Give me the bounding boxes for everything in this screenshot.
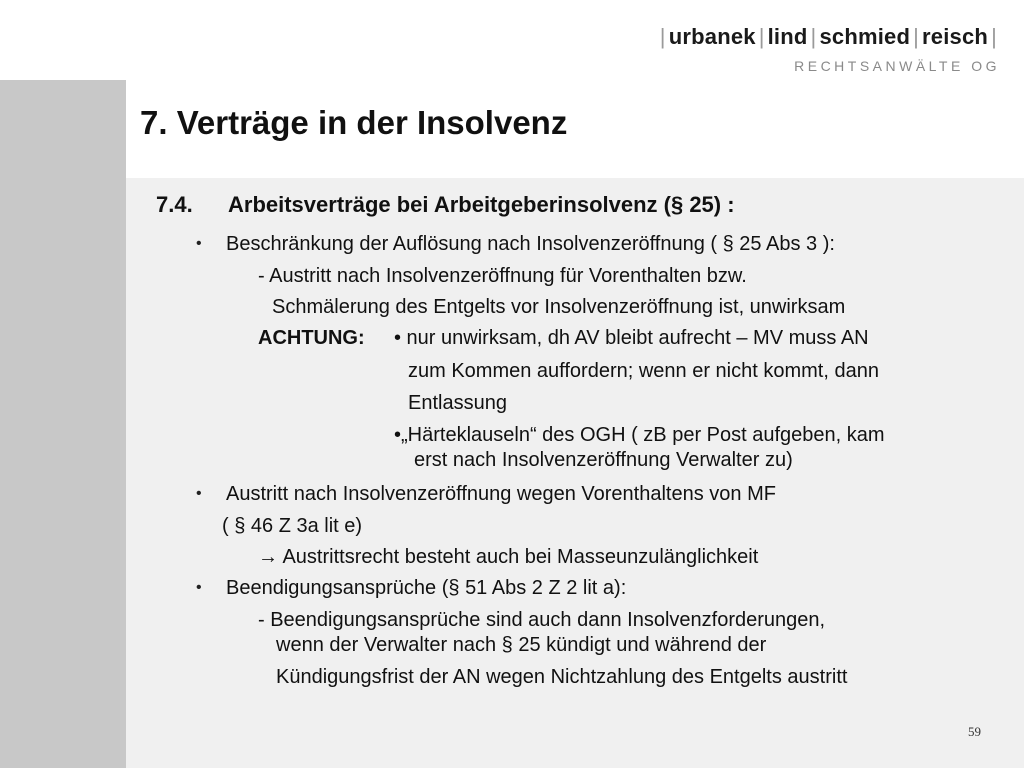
left-sidebar-bar <box>0 80 126 768</box>
bullet-3-line-2: wenn der Verwalter nach § 25 kündigt und während der <box>276 634 767 656</box>
slide-title: 7. Verträge in der Insolvenz <box>140 104 568 141</box>
haerteklausel-line-2: erst nach Insolvenzeröffnung Verwalter zu) <box>414 449 793 471</box>
logo-separator: | <box>758 24 765 49</box>
achtung-line-1: • nur unwirksam, dh AV bleibt aufrecht – MV muss AN <box>394 327 869 349</box>
bullet-3-text: Beendigungsansprüche (§ 51 Abs 2 Z 2 lit a): <box>226 577 627 599</box>
haerteklausel-line-1: •„Härteklauseln“ des OGH ( zB per Post aufgeben, kam <box>394 424 885 446</box>
section-subheading <box>156 192 735 218</box>
bullet-3-line-1: - Beendigungsansprüche sind auch dann Insolvenzforderungen, <box>258 609 826 631</box>
logo-separator: | <box>913 24 920 49</box>
logo-name-urbanek: urbanek <box>668 24 756 49</box>
bullet-marker: • <box>196 235 202 252</box>
bullet-marker: • <box>196 579 202 596</box>
section-number: 7.4. <box>156 192 193 217</box>
bullet-2-text: Austritt nach Insolvenzeröffnung wegen Vorenthaltens von MF <box>226 483 776 505</box>
logo-separator: | <box>659 24 666 49</box>
logo-name-lind: lind <box>767 24 808 49</box>
page-number: 59 <box>968 724 981 739</box>
bullet-1-line-2: Schmälerung des Entgelts vor Insolvenzeröffnung ist, unwirksam <box>272 296 846 318</box>
section-heading-text: Arbeitsverträge bei Arbeitgeberinsolvenz (§ 25) : <box>228 192 735 217</box>
achtung-line-3: Entlassung <box>408 392 507 414</box>
bullet-2-line-1: ( § 46 Z 3a lit e) <box>222 515 363 537</box>
logo-name-reisch: reisch <box>922 24 989 49</box>
achtung-label: ACHTUNG: <box>258 327 365 349</box>
bullet-2-line-2: → Austrittsrecht besteht auch bei Masseunzulänglichkeit <box>258 546 759 568</box>
firm-logo <box>657 24 1000 74</box>
logo-separator: | <box>810 24 817 49</box>
logo-name-schmied: schmied <box>819 24 911 49</box>
logo-subtitle: RECHTSANWÄLTE OG <box>794 58 1000 74</box>
logo-names <box>657 24 1000 50</box>
achtung-line-2: zum Kommen auffordern; wenn er nicht kommt, dann <box>408 360 879 382</box>
bullet-3-line-3: Kündigungsfrist der AN wegen Nichtzahlung des Entgelts austritt <box>276 666 848 688</box>
logo-separator: | <box>991 24 997 49</box>
bullet-1-text: Beschränkung der Auflösung nach Insolvenzeröffnung ( § 25 Abs 3 ): <box>226 233 835 255</box>
bullet-marker: • <box>196 485 202 502</box>
bullet-1-line-1: - Austritt nach Insolvenzeröffnung für Vorenthalten bzw. <box>258 265 747 287</box>
